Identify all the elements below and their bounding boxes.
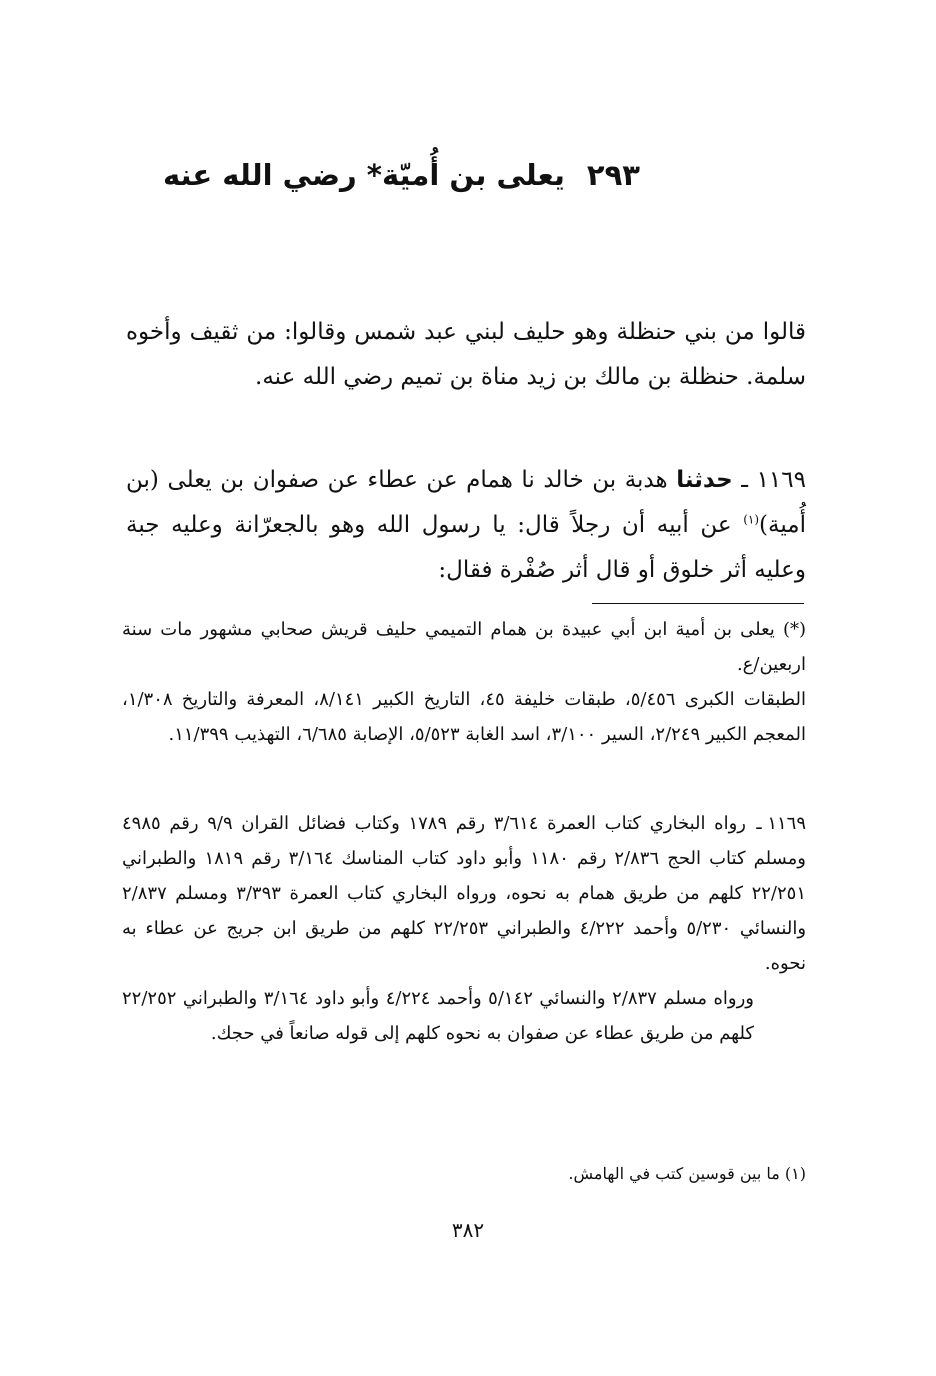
footnote-separator [592,603,804,604]
footnote-hadith-part2: ورواه مسلم ٢/٨٣٧ والنسائي ٥/١٤٢ وأحمد ٤/٢٢٤ وأبو داود ٣/١٦٤ والطبراني ٢٢/٢٥٢ كلهم من طريق عطاء عن صفوان به نحوه كلهم إلى قوله صانعاً في حجك. [122,988,754,1044]
hadith-number: ١١٦٩ ـ [741,467,806,493]
entry-title: يعلى بن أُميّة* رضي الله عنه [162,158,565,192]
hadith-paragraph [126,458,806,593]
hadith-text-start: هدبة بن خالد نا همام عن عطاء عن صفوان بن يعلى (بن أُمية) [126,467,806,538]
entry-heading [162,158,640,192]
footnote-star-bio: (*) يعلى بن أمية ابن أبي عبيدة بن همام التميمي حليف قريش صحابي مشهور مات سنة اربعين/ع. [122,619,806,675]
footnote-ref-mark: (١) [743,512,760,527]
intro-paragraph: قالوا من بني حنظلة وهو حليف لبني عبد شمس وقالوا: من ثقيف وأخوه سلمة. حنظلة بن مالك بن زيد مناة بن تميم رضي الله عنه. [126,319,806,390]
hadith-opener: حدثنا [676,467,733,493]
footnote-ref: (١) ما بين قوسين كتب في الهامش. [568,1164,806,1183]
footnote-star [122,612,806,752]
footnote-hadith [122,806,806,1051]
footnote-hadith-part1 [122,806,806,981]
footnote-hadith-number: ١١٦٩ ـ [756,813,806,834]
hadith-text-end: عن أبيه أن رجلاً قال: يا رسول الله وهو بالجعرّانة وعليه جبة وعليه أثر خلوق أو قال أثر صُفْرة فقال: [126,512,806,583]
footnote-star-sources: الطبقات الكبرى ٥/٤٥٦، طبقات خليفة ٤٥، التاريخ الكبير ٨/١٤١، المعرفة والتاريخ ١/٣٠٨، المعجم الكبير ٢/٢٤٩، السير ٣/١٠٠، اسد الغابة ٥/٥٢٣، الإصابة ٦/٦٨٥، التهذيب ١١/٣٩٩. [122,689,807,745]
entry-number: ٢٩٣ [586,158,640,192]
page-number: ٣٨٢ [451,1218,485,1242]
footnote-hadith-text1: رواه البخاري كتاب العمرة ٣/٦١٤ رقم ١٧٨٩ وكتاب فضائل القران ٩/٩ رقم ٤٩٨٥ ومسلم كتاب الحج ٢/٨٣٦ رقم ١١٨٠ وأبو داود كتاب المناسك ٣/١٦٤ رقم ١٨١٩ والطبراني ٢٢/٢٥١ كلهم من طريق همام به نحوه، ورواه البخاري كتاب العمرة ٣/٣٩٣ ومسلم ٢/٨٣٧ والنسائي ٥/٢٣٠ وأحمد ٤/٢٢٢ والطبراني ٢٢/٢٥٣ كلهم من طريق ابن جريج عن عطاء به نحوه. [122,813,807,974]
